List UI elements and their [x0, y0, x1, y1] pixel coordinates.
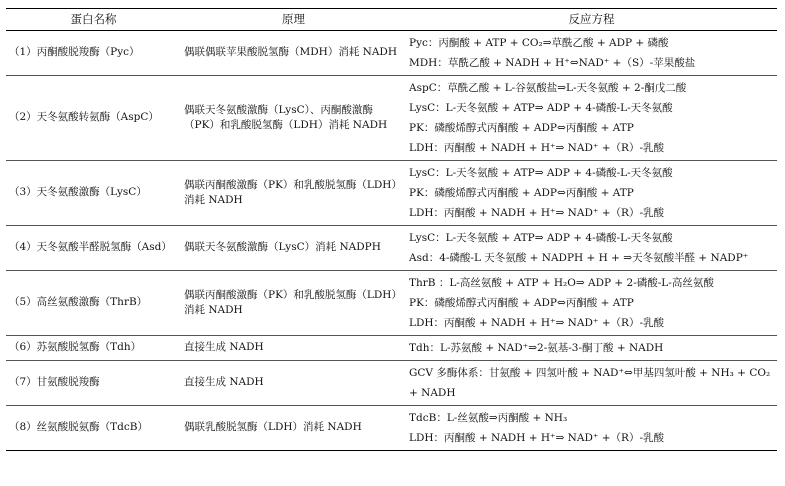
protein-name-cell: （1）丙酮酸脱羧酶（Pyc）: [9, 46, 140, 59]
table-row: [6, 31, 777, 76]
enzyme-assay-table: [6, 8, 777, 451]
reaction-line: MDH：草酰乙酸 + NADH + H⁺⇔NAD⁺ +（S）-苹果酸盐: [409, 57, 696, 69]
principle-cell: 直接生成 NADH: [184, 341, 264, 354]
reaction-line: LysC：L-天冬氨酸 + ATP⇒ ADP + 4-磷酸-L-天冬氨酸: [409, 102, 673, 114]
reaction-line: Asd：4-磷酸-L 天冬氨酸 + NADPH + H + ⇒天冬氨酸半醛 + NADP⁺: [409, 252, 749, 264]
table-row: [6, 271, 777, 336]
reaction-line: ThrB ：L-高丝氨酸 + ATP + H₂O⇒ ADP + 2-磷酸-L-高丝氨酸: [409, 277, 714, 289]
reaction-line: LDH：丙酮酸 + NADH + H⁺⇒ NAD⁺ +（R）-乳酸: [409, 317, 664, 329]
header-protein-name: 蛋白名称: [6, 9, 181, 31]
reaction-cell: [406, 226, 777, 271]
principle-cell: 偶联天冬氨酸激酶（LysC）消耗 NADPH: [184, 241, 381, 254]
principle-cell: 偶联丙酮酸激酶（PK）和乳酸脱氢酶（LDH）消耗 NADH: [184, 178, 402, 206]
reaction-line: LysC：L-天冬氨酸 + ATP⇒ ADP + 4-磷酸-L-天冬氨酸: [409, 232, 673, 244]
protein-name-cell: （4）天冬氨酸半醛脱氢酶（Asd）: [9, 241, 172, 254]
protein-name-cell: （2）天冬氨酸转氨酶（AspC）: [9, 111, 159, 124]
reaction-line: Tdh：L-苏氨酸 + NAD⁺⇒2-氨基-3-酮丁酸 + NADH: [409, 342, 664, 354]
table-header-row: [6, 9, 777, 31]
principle-cell: 偶联天冬氨酸激酶（LysC）、丙酮酸激酶（PK）和乳酸脱氢酶（LDH）消耗 NADH: [184, 103, 388, 131]
protein-name-cell: （8）丝氨酸脱氨酶（TdcB）: [9, 421, 149, 434]
protein-name-cell: （5）高丝氨酸激酶（ThrB）: [9, 296, 148, 309]
reaction-cell: [406, 336, 777, 361]
reaction-line: PK：磷酸烯醇式丙酮酸 + ADP⇔丙酮酸 + ATP: [409, 297, 634, 309]
protein-name-cell: （3）天冬氨酸激酶（LysC）: [9, 186, 147, 199]
reaction-line: LDH：丙酮酸 + NADH + H⁺⇒ NAD⁺ +（R）-乳酸: [409, 432, 664, 444]
table-row: [6, 336, 777, 361]
table-row: [6, 361, 777, 406]
protein-name-cell: （6）苏氨酸脱氢酶（Tdh）: [9, 341, 142, 354]
principle-cell: 偶联乳酸脱氢酶（LDH）消耗 NADH: [184, 421, 362, 434]
reaction-line: Pyc：丙酮酸 + ATP + CO₂⇒草酰乙酸 + ADP + 磷酸: [409, 37, 669, 49]
protein-name-cell: （7）甘氨酸脱羧酶: [9, 376, 100, 389]
reaction-cell: [406, 361, 777, 406]
reaction-cell: [406, 406, 777, 451]
reaction-cell: [406, 271, 777, 336]
header-reaction-equation: 反应方程: [406, 9, 777, 31]
reaction-line: PK：磷酸烯醇式丙酮酸 + ADP⇔丙酮酸 + ATP: [409, 187, 634, 199]
table-row: [6, 76, 777, 161]
reaction-line: LysC：L-天冬氨酸 + ATP⇒ ADP + 4-磷酸-L-天冬氨酸: [409, 167, 673, 179]
principle-cell: 偶联丙酮酸激酶（PK）和乳酸脱氢酶（LDH）消耗 NADH: [184, 288, 402, 316]
principle-cell: 偶联偶联苹果酸脱氢酶（MDH）消耗 NADH: [184, 46, 398, 59]
reaction-line: LDH：丙酮酸 + NADH + H⁺⇒ NAD⁺ +（R）-乳酸: [409, 142, 664, 154]
header-principle: 原理: [181, 9, 406, 31]
reaction-line: AspC：草酰乙酸 + L-谷氨酸盐⇒L-天冬氨酸 + 2-酮戊二酸: [409, 82, 687, 94]
reaction-line: TdcB：L-丝氨酸⇒丙酮酸 + NH₃: [409, 412, 568, 424]
table-row: [6, 406, 777, 451]
table-row: [6, 161, 777, 226]
reaction-line: GCV 多酶体系：甘氨酸 + 四氢叶酸 + NAD⁺⇔甲基四氢叶酸 + NH₃ + CO₂ + NADH: [409, 367, 771, 399]
reaction-cell: [406, 31, 777, 76]
reaction-cell: [406, 76, 777, 161]
reaction-line: LDH：丙酮酸 + NADH + H⁺⇒ NAD⁺ +（R）-乳酸: [409, 207, 664, 219]
table-row: [6, 226, 777, 271]
reaction-cell: [406, 161, 777, 226]
principle-cell: 直接生成 NADH: [184, 376, 264, 389]
reaction-line: PK：磷酸烯醇式丙酮酸 + ADP⇔丙酮酸 + ATP: [409, 122, 634, 134]
